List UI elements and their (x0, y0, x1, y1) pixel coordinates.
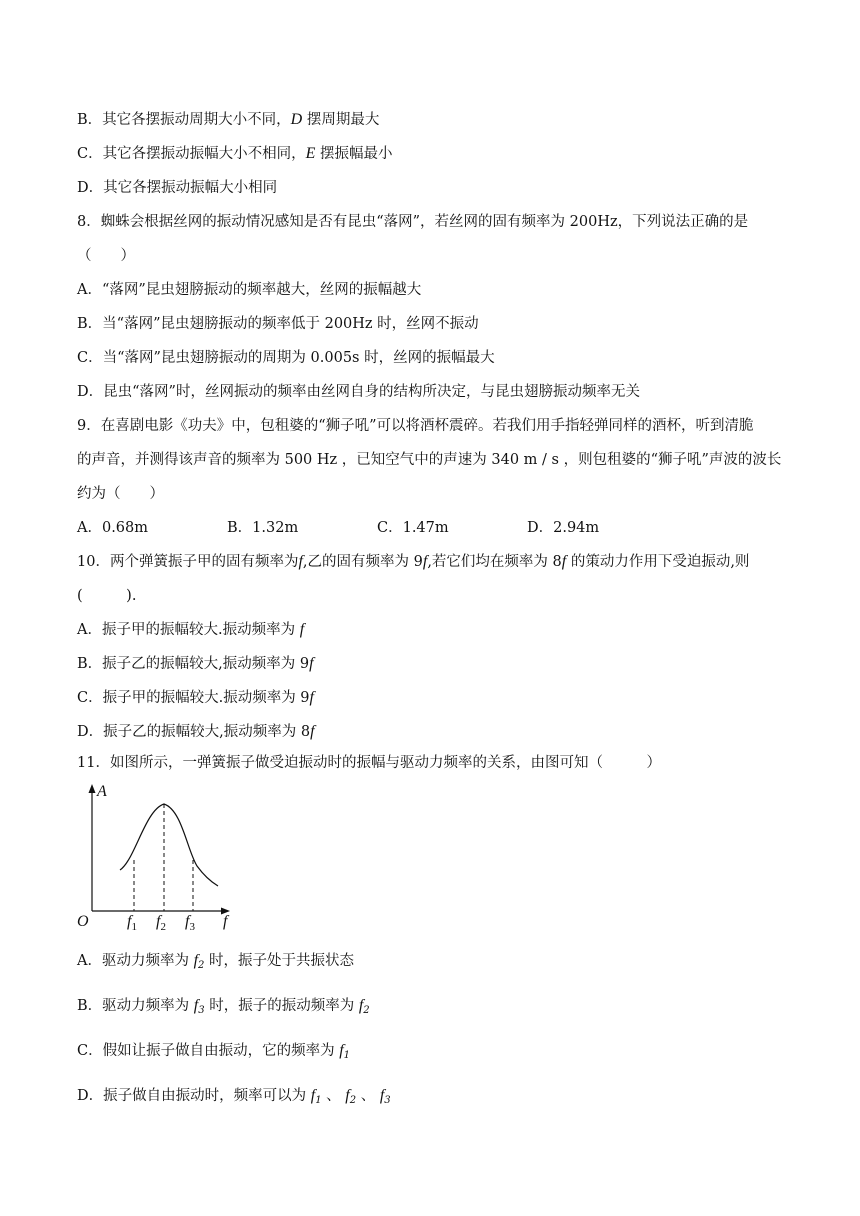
q8-option-d: D．昆虫“落网”时，丝网振动的频率由丝网自身的结构所决定，与昆虫翅膀振动频率无关 (77, 384, 640, 400)
q10-option-c-text: C．振子甲的振幅较大.振动频率为 9 (77, 690, 310, 706)
q11-option-d-sub3: 3 (384, 1095, 391, 1106)
q11-option-b (77, 996, 370, 1021)
q11-option-d (77, 1086, 391, 1111)
q9-stem-line1: 9．在喜剧电影《功夫》中，包租婆的“狮子吼”可以将酒杯震碎。若我们用手指轻弹同样的酒杯，听到清脆 (77, 418, 754, 434)
q10-option-a (77, 620, 304, 640)
q11-option-b-var: f (193, 997, 199, 1014)
q10-stem-var-2: f (422, 553, 428, 570)
q9-option-c: C．1.47m (377, 520, 449, 536)
q11-option-d-sub2: 2 (349, 1095, 357, 1106)
q7-option-d: D．其它各摆振动振幅大小相同 (77, 180, 278, 196)
q10-stem-text-3: ,若它们均在频率为 8 (427, 554, 562, 570)
q11-option-b-var2: f (358, 997, 364, 1014)
q11-option-b-sub2: 2 (363, 1005, 370, 1016)
q10-option-a-text: A．振子甲的振幅较大.振动频率为 (77, 622, 300, 638)
q11-stem: 11．如图所示，一弹簧振子做受迫振动时的振幅与驱动力频率的关系，由图可知（ ） (77, 755, 661, 771)
q11-option-d-text: D．振子做自由振动时，频率可以为 (77, 1088, 311, 1104)
tick-f3: $f_3$ (185, 913, 195, 930)
q8-option-b: B．当“落网”昆虫翅膀振动的频率低于 200Hz 时，丝网不振动 (77, 316, 479, 332)
q10-option-c-var: f (309, 689, 314, 706)
q11-option-c-var: f (339, 1042, 344, 1059)
q9-stem-line3: 约为（ ） (77, 486, 164, 502)
q11-option-d-sep1: 、 (321, 1088, 346, 1104)
x-axis-label: f (223, 913, 228, 930)
q10-stem-line1 (77, 552, 749, 572)
q11-option-b-text: B．驱动力频率为 (77, 998, 194, 1014)
q11-option-c (77, 1041, 350, 1066)
q7-option-b-text: B．其它各摆振动周期大小不同， (77, 112, 291, 128)
q7-option-b (77, 110, 379, 130)
q11-option-a (77, 951, 354, 976)
q10-option-b-text: B．振子乙的振幅较大,振动频率为 9 (77, 656, 310, 672)
q11-option-d-var3: f (379, 1087, 385, 1104)
q11-option-b-text-mid: 时，振子的振动频率为 (204, 998, 359, 1014)
origin-label: O (77, 913, 89, 930)
q8-paren: （ ） (77, 248, 135, 264)
q10-option-d (77, 722, 315, 742)
q10-stem-var-1: f (298, 553, 303, 570)
q10-option-d-var: f (310, 723, 315, 740)
q11-option-a-text-end: 时，振子处于共振状态 (204, 953, 355, 969)
q7-option-c-text-end: 摆振幅最小 (315, 146, 393, 162)
q11-option-d-sep2: 、 (356, 1088, 380, 1104)
tick-f2: $f_2$ (156, 913, 166, 930)
q8-stem: 8．蜘蛛会根据丝网的振动情况感知是否有昆虫“落网”，若丝网的固有频率为 200Hz，下列说法正确的是 (77, 214, 749, 230)
q7-option-b-text-end: 摆周期最大 (302, 112, 380, 128)
q10-option-b-var: f (309, 655, 314, 672)
q11-option-a-text: A．驱动力频率为 (77, 953, 194, 969)
q10-option-d-text: D．振子乙的振幅较大,振动频率为 8 (77, 724, 311, 740)
q8-option-a: A．“落网”昆虫翅膀振动的频率越大，丝网的振幅越大 (77, 282, 422, 298)
q11-option-d-sub1: 1 (315, 1095, 322, 1106)
q9-options-row (77, 518, 777, 538)
q8-option-c: C．当“落网”昆虫翅膀振动的周期为 0.005s 时，丝网的振幅最大 (77, 350, 495, 366)
q10-stem-line2: ( ). (77, 588, 137, 604)
resonance-curve-figure (75, 780, 245, 930)
y-axis-arrow (89, 784, 96, 793)
q11-option-b-sub: 3 (198, 1005, 205, 1016)
q9-option-a: A．0.68m (77, 520, 149, 536)
q7-option-b-var: D (290, 111, 303, 128)
q10-option-b (77, 654, 314, 674)
q11-option-d-var1: f (310, 1087, 316, 1104)
q11-option-c-sub: 1 (343, 1050, 351, 1061)
y-axis-label: A (97, 783, 107, 800)
q7-option-c-text: C．其它各摆振动振幅大小不相同， (77, 146, 306, 162)
q10-stem-var-3: f (561, 553, 567, 570)
tick-f1: $f_1$ (127, 913, 137, 930)
q10-stem-text-1: 10．两个弹簧振子甲的固有频率为 (77, 554, 299, 570)
q7-option-c-var: E (305, 145, 316, 162)
q11-option-a-sub: 2 (198, 960, 205, 971)
q7-option-c (77, 144, 392, 164)
q10-option-c (77, 688, 314, 708)
q10-option-a-var: f (299, 621, 305, 638)
q11-option-c-text: C．假如让振子做自由振动，它的频率为 (77, 1043, 340, 1059)
q9-option-b: B．1.32m (227, 520, 299, 536)
q9-stem-line2: 的声音，并测得该声音的频率为 500 Hz ，已知空气中的声速为 340 m / s ，则包租婆的“狮子吼”声波的波长 (77, 452, 782, 468)
q10-stem-text-2: ,乙的固有频率为 9 (302, 554, 423, 570)
q11-option-a-var: f (193, 952, 199, 969)
q10-stem-text-4: 的策动力作用下受迫振动,则 (566, 554, 750, 570)
amplitude-curve (120, 804, 218, 886)
q9-option-d: D．2.94m (527, 520, 600, 536)
q11-option-d-var2: f (345, 1087, 350, 1104)
